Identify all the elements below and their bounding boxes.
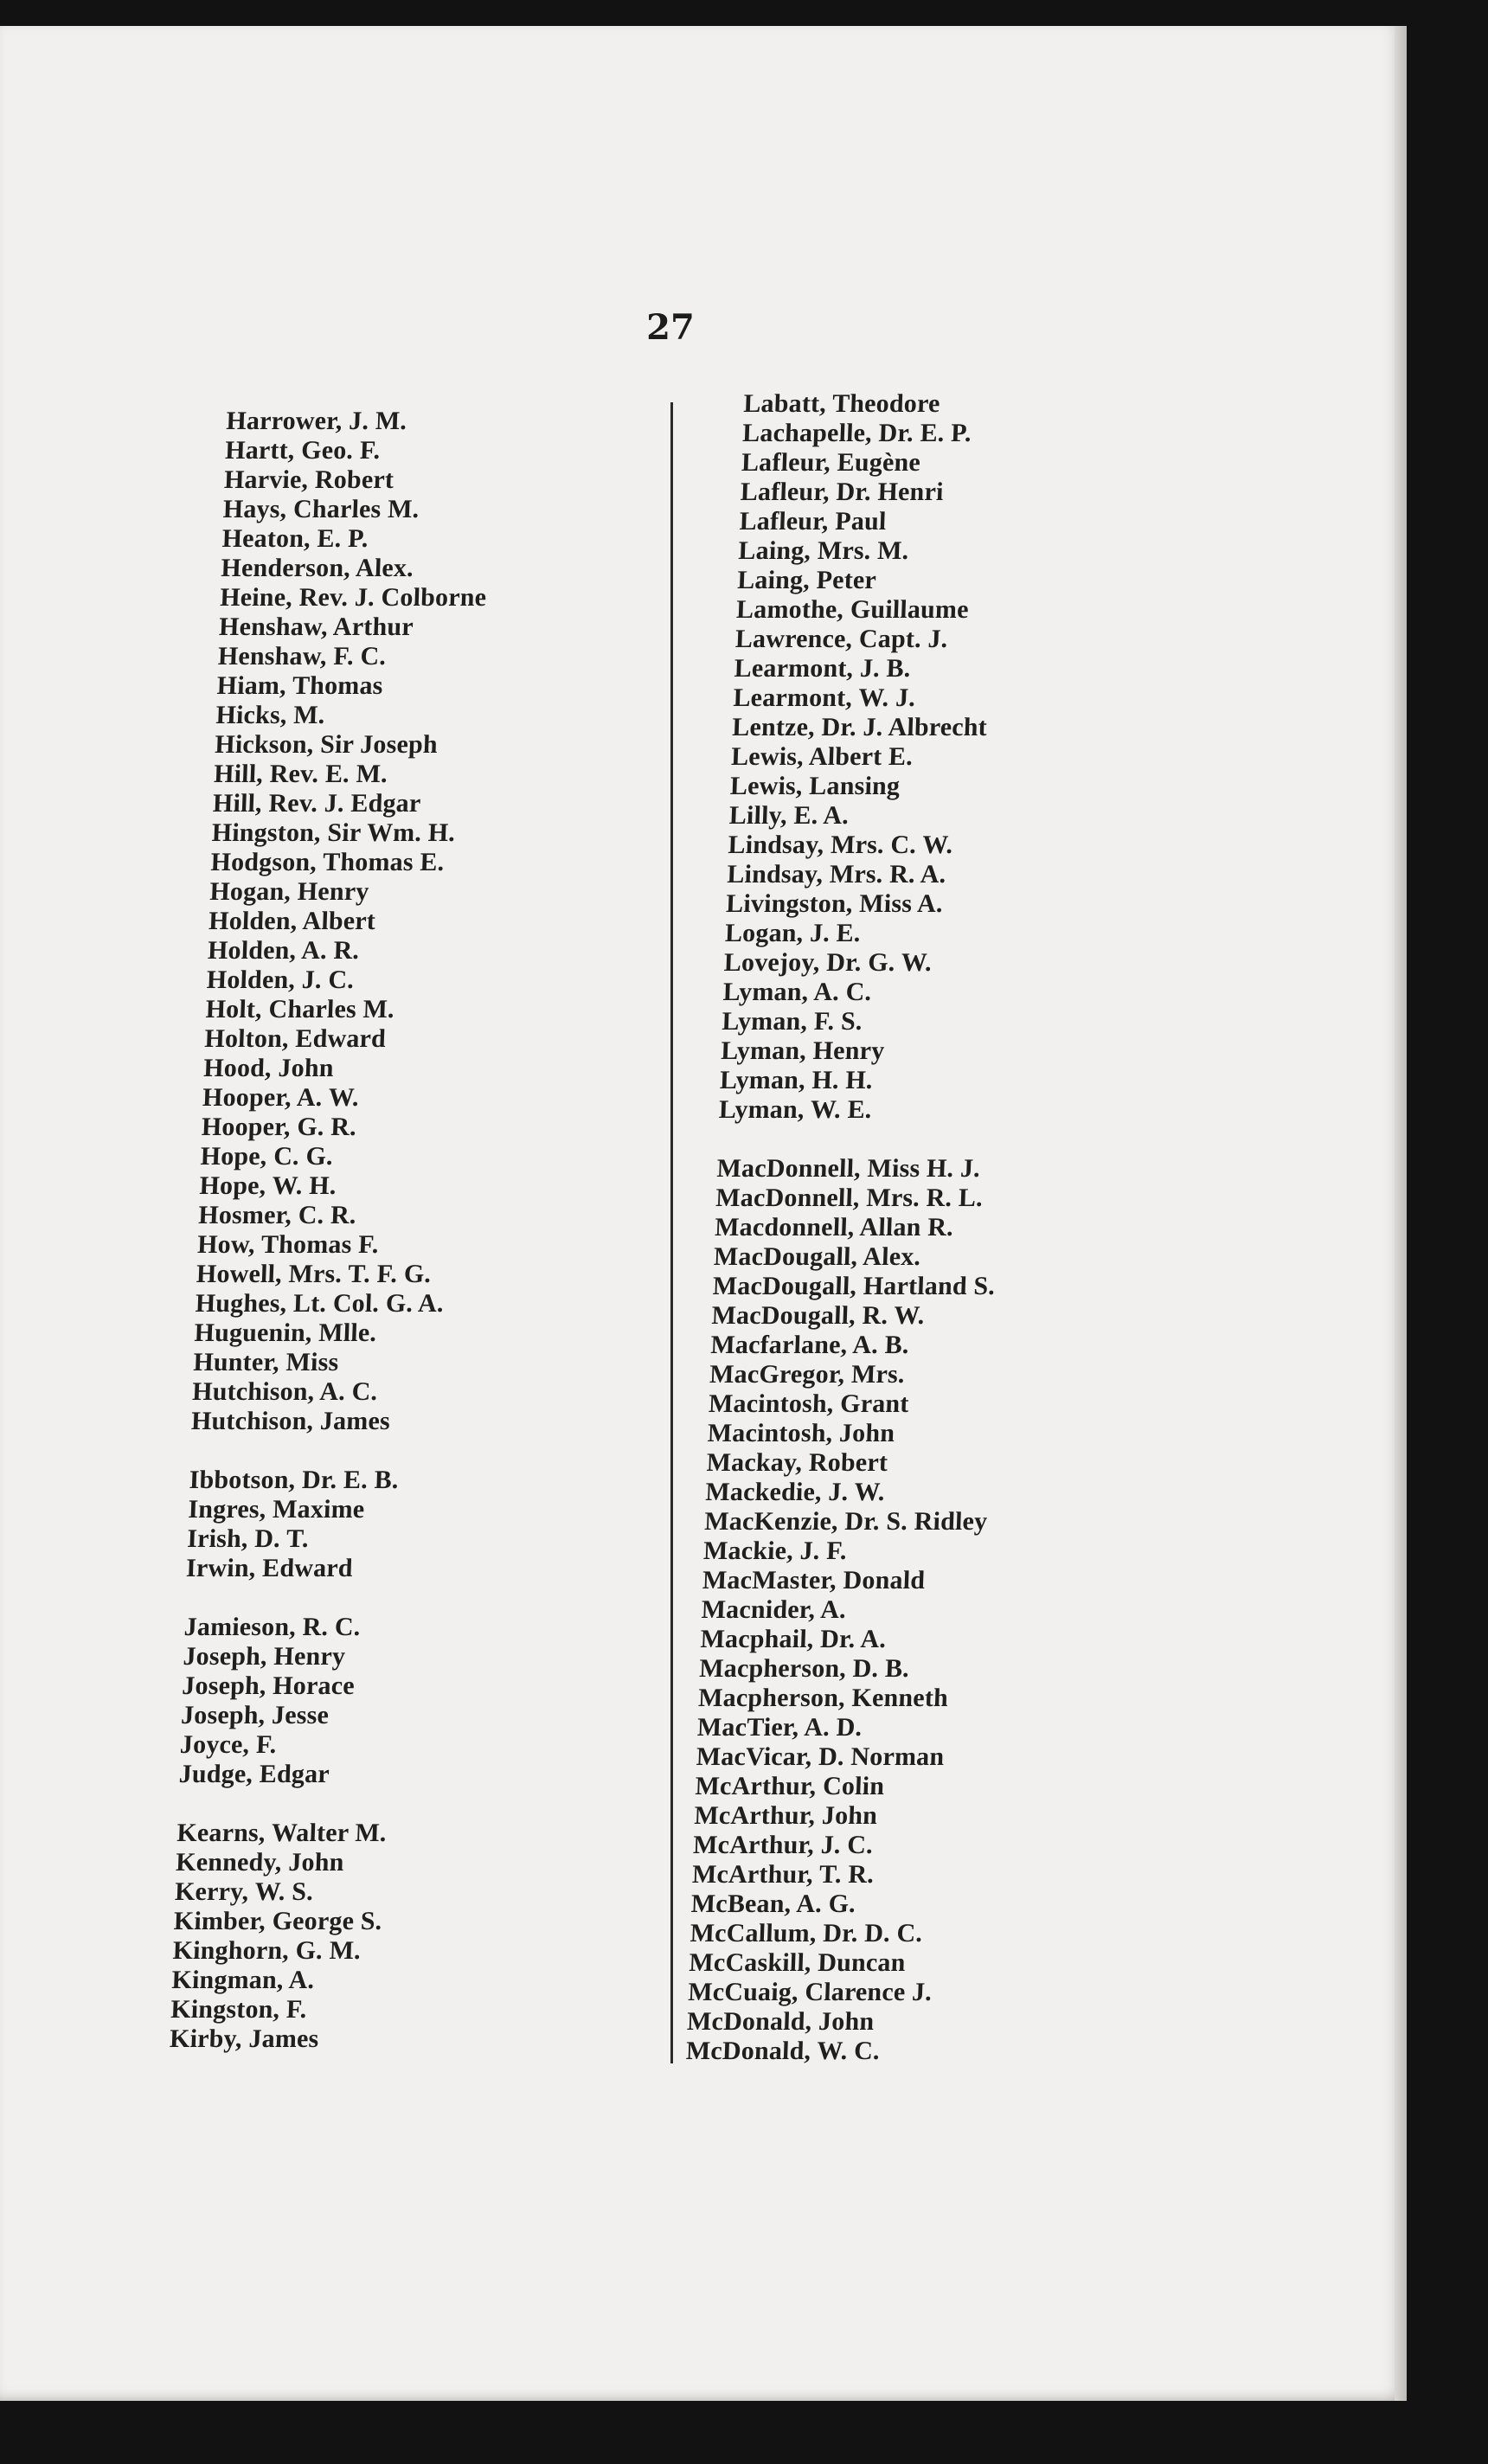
name-entry: Harvie, Robert [223, 465, 394, 494]
name-entry: McCaskill, Duncan [688, 1948, 907, 1977]
name-entry: MacMaster, Donald [702, 1566, 926, 1595]
name-entry: Macdonnell, Allan R. [714, 1213, 954, 1242]
name-entry: Lewis, Lansing [729, 772, 901, 800]
name-entry: Hill, Rev. J. Edgar [212, 789, 422, 818]
name-entry: Lyman, A. C. [722, 978, 872, 1006]
name-entry: Judge, Edgar [178, 1760, 330, 1788]
name-entry: Hodgson, Thomas E. [210, 848, 446, 876]
name-entry: Lawrence, Capt. J. [734, 625, 949, 653]
name-entry: Lyman, F. S. [721, 1007, 863, 1036]
name-entry: Hutchison, James [190, 1407, 391, 1435]
name-entry: McArthur, J. C. [692, 1831, 874, 1859]
name-entry: Hope, W. H. [198, 1171, 337, 1200]
name-entry: McDonald, John [686, 2007, 875, 2036]
name-entry: McBean, A. G. [690, 1890, 856, 1918]
name-entry: Holden, Albert [208, 907, 376, 935]
name-entry: Kennedy, John [175, 1848, 345, 1877]
name-entry: Kinghorn, G. M. [172, 1936, 362, 1965]
name-entry: How, Thomas F. [196, 1230, 380, 1259]
name-entry: Livingston, Miss A. [725, 889, 944, 918]
name-entry: Joseph, Henry [182, 1642, 346, 1671]
name-entry: Hingston, Sir Wm. H. [211, 818, 456, 847]
name-entry: Laing, Peter [736, 566, 877, 594]
name-entry: Lindsay, Mrs. R. A. [726, 860, 947, 889]
name-entry: Irish, D. T. [186, 1524, 310, 1553]
right-name-column [685, 389, 1027, 2066]
name-entry: McArthur, Colin [695, 1772, 885, 1800]
name-entry: Ingres, Maxime [187, 1495, 365, 1524]
name-entry: Holden, A. R. [207, 936, 360, 965]
name-entry: MacGregor, Mrs. [709, 1360, 906, 1389]
name-entry: Mackedie, J. W. [704, 1478, 886, 1506]
name-entry: Learmont, J. B. [734, 654, 912, 683]
name-entry: Kimber, George S. [173, 1907, 383, 1935]
name-entry: Holton, Edward [203, 1024, 387, 1053]
name-entry: Henshaw, F. C. [217, 642, 387, 671]
name-entry: Lachapelle, Dr. E. P. [741, 419, 972, 447]
name-entry: MacDougall, R. W. [711, 1301, 926, 1330]
name-entry: Hooper, G. R. [201, 1113, 357, 1141]
name-entry: Labatt, Theodore [742, 389, 941, 418]
name-entry: Howell, Mrs. T. F. G. [196, 1260, 432, 1288]
name-entry: Lafleur, Eugène [741, 448, 921, 477]
name-entry: Hope, C. G. [200, 1142, 334, 1171]
name-entry: Macpherson, Kenneth [697, 1684, 949, 1712]
name-entry: Hood, John [202, 1054, 335, 1082]
name-entry: Macnider, A. [701, 1595, 847, 1624]
name-entry: Hickson, Sir Joseph [214, 730, 439, 759]
name-entry: MacDougall, Hartland S. [712, 1272, 996, 1300]
name-entry: Holden, J. C. [206, 966, 355, 994]
name-entry: Learmont, W. J. [732, 683, 916, 712]
name-entry: MacVicar, D. Norman [696, 1742, 945, 1771]
name-entry: Lyman, Henry [720, 1036, 885, 1065]
name-entry: McCuaig, Clarence J. [687, 1978, 933, 2006]
name-entry: MacTier, A. D. [696, 1713, 863, 1742]
name-entry: Hiam, Thomas [216, 671, 384, 700]
name-entry: McCallum, Dr. D. C. [689, 1919, 923, 1947]
name-entry: Heaton, E. P. [221, 524, 369, 553]
name-entry: Macpherson, D. B. [698, 1654, 910, 1683]
name-entry: Lentze, Dr. J. Albrecht [731, 713, 988, 741]
name-entry: Kearns, Walter M. [176, 1819, 388, 1847]
name-entry: Macphail, Dr. A. [699, 1625, 887, 1653]
name-entry: Lovejoy, Dr. G. W. [723, 948, 933, 977]
name-entry: Lindsay, Mrs. C. W. [728, 831, 953, 859]
name-entry: Joyce, F. [179, 1730, 278, 1759]
name-entry: MacDonnell, Miss H. J. [715, 1154, 981, 1183]
name-entry: Kingman, A. [170, 1966, 315, 1994]
name-entry: Mackay, Robert [706, 1448, 888, 1477]
name-entry: MacDonnell, Mrs. R. L. [715, 1184, 984, 1212]
name-entry: Lilly, E. A. [728, 801, 850, 830]
name-entry: Lamothe, Guillaume [735, 595, 970, 624]
name-entry: Hooper, A. W. [202, 1083, 360, 1112]
name-entry: Kirby, James [169, 2024, 320, 2053]
name-entry: Lafleur, Paul [739, 507, 888, 536]
name-entry: Hays, Charles M. [222, 495, 420, 523]
name-entry: McArthur, John [693, 1801, 878, 1830]
name-entry: Kingston, F. [170, 1995, 308, 2024]
name-entry: Joseph, Horace [181, 1672, 356, 1700]
name-entry: Macintosh, Grant [708, 1389, 910, 1418]
page-edge [1395, 26, 1407, 2401]
name-entry: Heine, Rev. J. Colborne [219, 583, 487, 612]
name-entry: Hogan, Henry [208, 877, 370, 906]
name-entry: Lewis, Albert E. [730, 742, 914, 771]
name-entry: MacDougall, Alex. [713, 1242, 921, 1271]
name-entry: Hosmer, C. R. [197, 1201, 357, 1229]
name-entry: Macfarlane, A. B. [709, 1331, 910, 1359]
name-entry: Lafleur, Dr. Henri [740, 478, 945, 506]
name-entry: Hill, Rev. E. M. [213, 760, 388, 788]
name-entry: Lyman, W. E. [718, 1095, 873, 1124]
name-entry: Hughes, Lt. Col. G. A. [195, 1289, 445, 1318]
name-entry: Irwin, Edward [185, 1554, 354, 1582]
name-entry: Hicks, M. [215, 701, 326, 729]
name-entry: Hunter, Miss [192, 1348, 339, 1376]
name-entry: Mackie, J. F. [702, 1537, 848, 1565]
name-entry: Joseph, Jesse [180, 1701, 330, 1729]
name-entry: Logan, J. E. [724, 919, 862, 947]
name-entry: Hartt, Geo. F. [224, 436, 381, 465]
name-entry: Jamieson, R. C. [183, 1613, 362, 1641]
name-entry: McArthur, T. R. [691, 1860, 875, 1889]
name-entry: Hutchison, A. C. [191, 1377, 378, 1406]
name-entry: Laing, Mrs. M. [737, 536, 910, 565]
name-entry: Kerry, W. S. [174, 1877, 314, 1906]
name-entry: Huguenin, Mlle. [194, 1319, 377, 1347]
name-entry: Henderson, Alex. [220, 554, 414, 582]
name-entry: Henshaw, Arthur [218, 613, 414, 641]
name-entry: Macintosh, John [707, 1419, 895, 1447]
name-entry: Ibbotson, Dr. E. B. [189, 1466, 400, 1494]
name-entry: Holt, Charles M. [205, 995, 395, 1023]
column-divider [670, 402, 673, 2063]
name-entry: Harrower, J. M. [225, 407, 407, 435]
name-entry: Lyman, H. H. [719, 1066, 874, 1094]
name-entry: MacKenzie, Dr. S. Ridley [703, 1507, 988, 1536]
name-entry: McDonald, W. C. [685, 2037, 881, 2065]
page-number: 27 [646, 307, 695, 348]
